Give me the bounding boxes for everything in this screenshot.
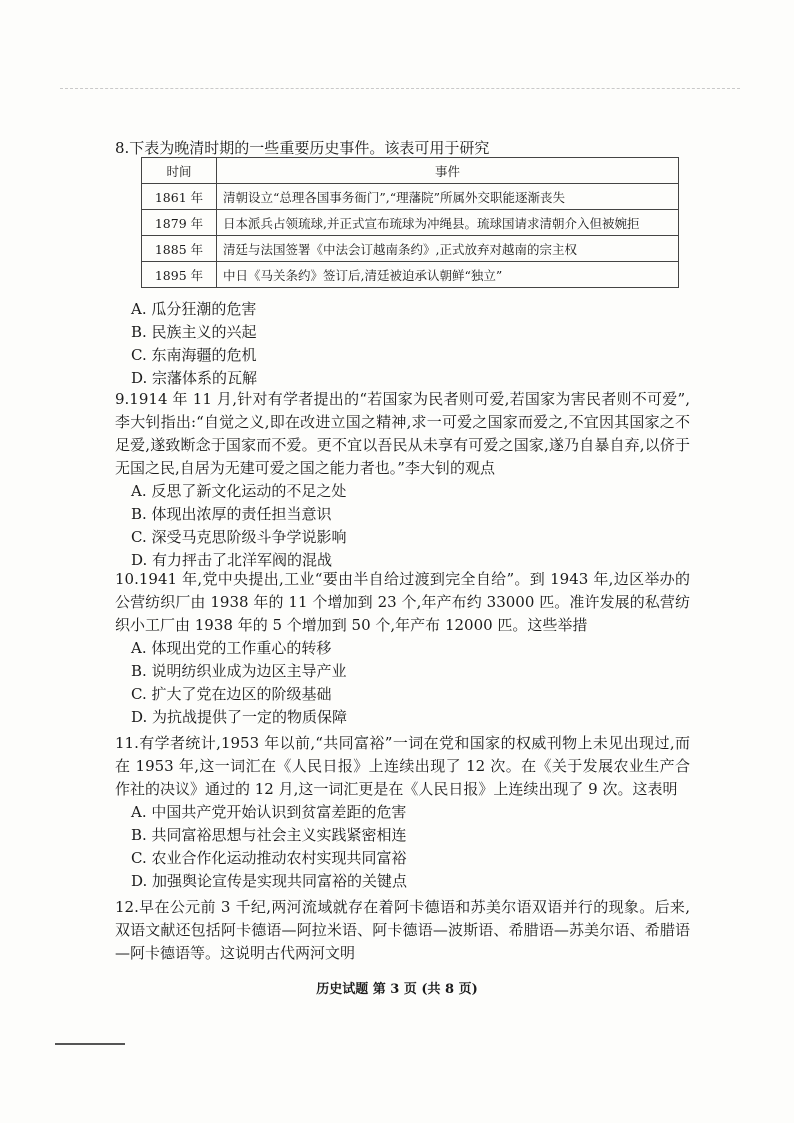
question-11 <box>115 732 690 893</box>
table-cell-event: 清朝设立“总理各国事务衙门”,“理藩院”所属外交职能逐渐丧失 <box>217 184 679 210</box>
table-row <box>142 210 679 236</box>
question-9 <box>115 388 690 572</box>
question-8-table <box>141 157 679 288</box>
option-b: B. 说明纺织业成为边区主导产业 <box>131 662 347 680</box>
scan-edge-bottom <box>55 1043 125 1045</box>
table-row <box>142 262 679 288</box>
option-d: D. 宗藩体系的瓦解 <box>131 369 258 387</box>
table-header-event: 事件 <box>217 158 679 184</box>
option-b: B. 体现出浓厚的责任担当意识 <box>131 505 332 523</box>
scan-edge-top <box>60 88 740 90</box>
question-9-stem: 9.1914 年 11 月,针对有学者提出的“若国家为民者则可爱,若国家为害民者则不可爱”,李大钊指出:“自觉之义,即在改进立国之精神,求一可爱之国家而爱之,不宜因其国家之不足爱,遂致断念于国家而不爱。更不宜以吾民从未享有可爱之国家,遂乃自暴自弃,以侪于无国之民,自居为无建可爱之国之能力者也。”李大钊的观点 <box>115 390 690 477</box>
table-cell-event: 清廷与法国签署《中法会订越南条约》,正式放弃对越南的宗主权 <box>217 236 679 262</box>
question-10-stem: 10.1941 年,党中央提出,工业“要由半自给过渡到完全自给”。到 1943 年,边区举办的公营纺织厂由 1938 年的 11 个增加到 23 个,年产布约 33000 匹。准许发展的私营纺织小工厂由 1938 年的 5 个增加到 50 个,年产布 12000 匹。这些举措 <box>115 570 690 634</box>
option-d: D. 为抗战提供了一定的物质保障 <box>131 708 348 726</box>
table-cell-event: 日本派兵占领琉球,并正式宣布琉球为冲绳县。琉球国请求清朝介入但被婉拒 <box>217 210 679 236</box>
option-d: D. 加强舆论宣传是实现共同富裕的关键点 <box>131 872 408 890</box>
option-b: B. 民族主义的兴起 <box>131 323 257 341</box>
table-row <box>142 184 679 210</box>
table-cell-time: 1895 年 <box>142 262 217 288</box>
table-cell-time: 1879 年 <box>142 210 217 236</box>
option-a: A. 体现出党的工作重心的转移 <box>131 639 332 657</box>
question-11-stem: 11.有学者统计,1953 年以前,“共同富裕”一词在党和国家的权威刊物上未见出现过,而在 1953 年,这一词汇在《人民日报》上连续出现了 12 次。在《关于发展农业生产合作社的决议》通过的 12 月,这一词汇更是在《人民日报》上连续出现了 9 次。这表明 <box>115 734 690 798</box>
option-a: A. 反思了新文化运动的不足之处 <box>131 482 347 500</box>
option-c: C. 东南海疆的危机 <box>131 346 257 364</box>
option-c: C. 农业合作化运动推动农村实现共同富裕 <box>131 849 407 867</box>
table-cell-event: 中日《马关条约》签订后,清廷被迫承认朝鲜“独立” <box>217 262 679 288</box>
page-footer: 历史试题 第 3 页 (共 8 页) <box>316 982 478 997</box>
table-header-time: 时间 <box>142 158 217 184</box>
question-12 <box>115 896 690 965</box>
option-a: A. 瓜分狂潮的危害 <box>131 300 257 318</box>
table-cell-time: 1885 年 <box>142 236 217 262</box>
option-d: D. 有力抨击了北洋军阀的混战 <box>131 551 333 569</box>
table-row <box>142 236 679 262</box>
question-10 <box>115 568 690 729</box>
option-b: B. 共同富裕思想与社会主义实践紧密相连 <box>131 826 407 844</box>
question-8-stem: 8.下表为晚清时期的一些重要历史事件。该表可用于研究 <box>115 139 490 157</box>
question-8-options <box>115 298 690 390</box>
table-cell-time: 1861 年 <box>142 184 217 210</box>
table-header-row <box>142 158 679 184</box>
option-a: A. 中国共产党开始认识到贫富差距的危害 <box>131 803 407 821</box>
option-c: C. 深受马克思阶级斗争学说影响 <box>131 528 347 546</box>
question-12-stem: 12.早在公元前 3 千纪,两河流域就存在着阿卡德语和苏美尔语双语并行的现象。后来,双语文献还包括阿卡德语—阿拉米语、阿卡德语—波斯语、希腊语—苏美尔语、希腊语—阿卡德语等。这说明古代两河文明 <box>115 898 690 962</box>
option-c: C. 扩大了党在边区的阶级基础 <box>131 685 332 703</box>
